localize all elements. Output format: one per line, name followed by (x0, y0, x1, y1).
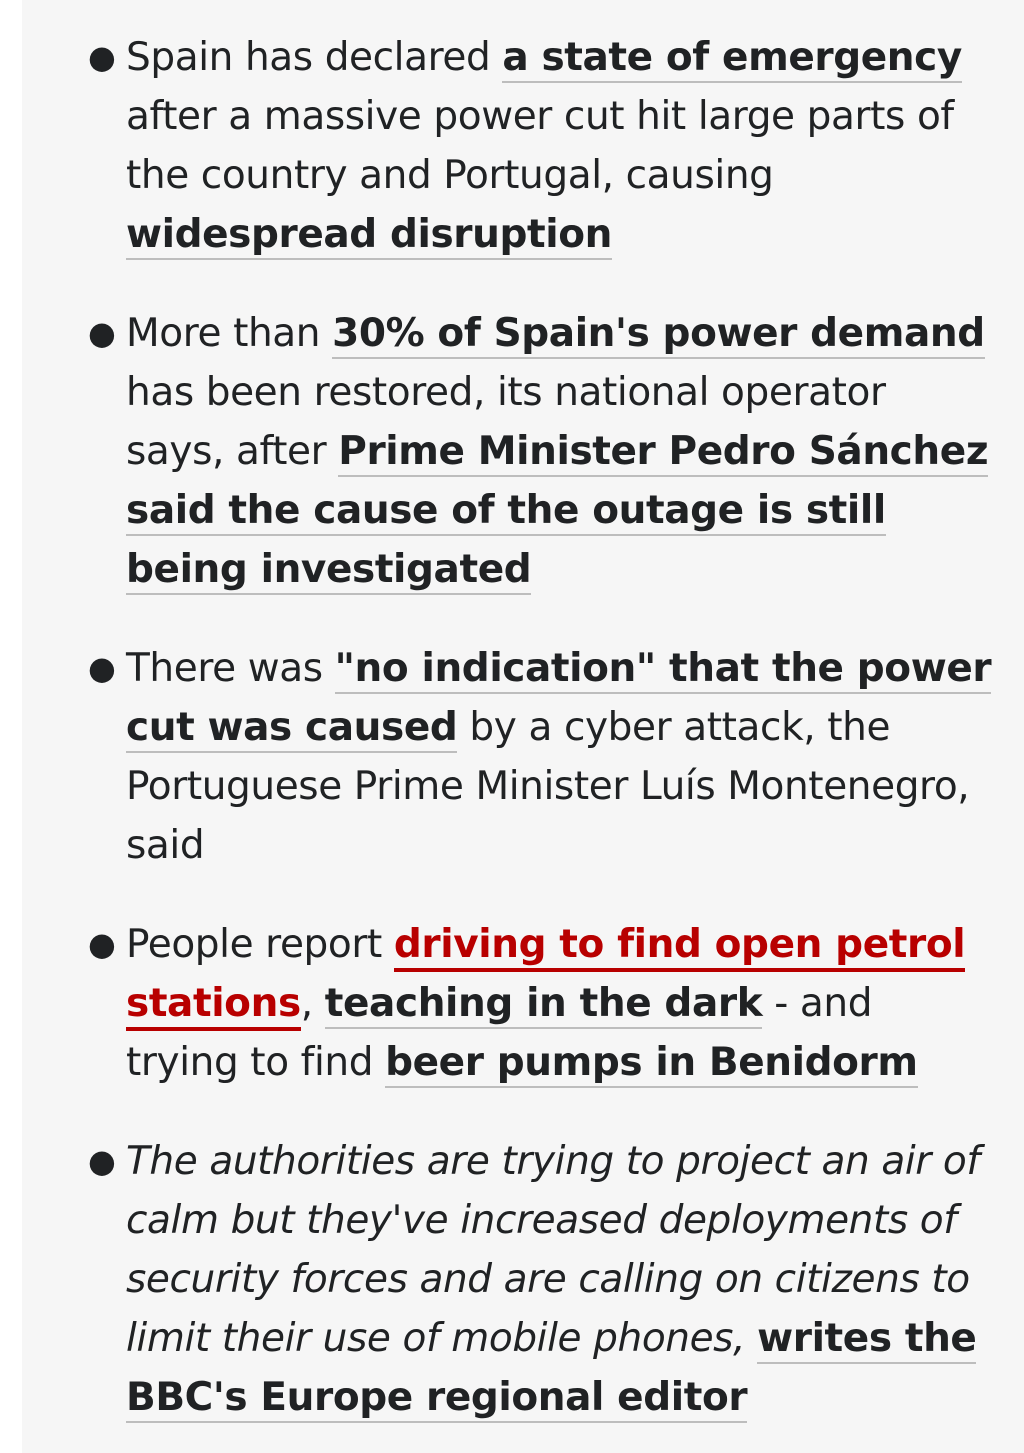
bullet-icon: ● (88, 925, 116, 963)
bullet-icon: ● (88, 649, 116, 687)
list-item (22, 639, 1024, 875)
no-indication-link[interactable]: "no indication" that the power cut was caused (126, 646, 991, 753)
list-item (22, 915, 1024, 1092)
prime-minister-sanchez-link[interactable]: Prime Minister Pedro Sánchez said the cause of the outage is still being investigated (126, 429, 988, 595)
item-text: The authorities are trying to project an air of calm but they've increased deployments of security forces and are calling on citizens to limit their use of mobile phones, (126, 1139, 980, 1361)
europe-editor-link[interactable]: writes the BBC's Europe regional editor (126, 1316, 976, 1423)
list-item (22, 304, 1024, 599)
item-text: , (300, 981, 325, 1026)
teaching-in-dark-link[interactable]: teaching in the dark (325, 981, 762, 1029)
beer-pumps-link[interactable]: beer pumps in Benidorm (385, 1040, 917, 1088)
widespread-disruption-link[interactable]: widespread disruption (126, 212, 612, 260)
item-text: More than (126, 311, 333, 356)
item-text: People report (126, 922, 394, 967)
item-text: by a cyber attack, the Portuguese Prime Minister Luís Montenegro, said (126, 705, 970, 868)
summary-panel (22, 0, 1024, 1453)
list-item (22, 1132, 1024, 1427)
item-text: - and trying to find (126, 981, 873, 1085)
item-text: after a massive power cut hit large parts of the country and Portugal, causing (126, 94, 954, 198)
state-of-emergency-link[interactable]: a state of emergency (502, 35, 962, 83)
summary-list (22, 28, 1024, 1427)
item-text: has been restored, its national operator says, after (126, 370, 886, 474)
item-text: There was (126, 646, 335, 691)
item-text (745, 1316, 757, 1361)
bullet-icon: ● (88, 38, 116, 76)
petrol-stations-link[interactable]: driving to find open petrol stations (126, 922, 965, 1031)
list-item (22, 28, 1024, 264)
item-text: Spain has declared (126, 35, 503, 80)
bullet-icon: ● (88, 1142, 116, 1180)
bullet-icon: ● (88, 314, 116, 352)
power-demand-link[interactable]: 30% of Spain's power demand (332, 311, 985, 359)
